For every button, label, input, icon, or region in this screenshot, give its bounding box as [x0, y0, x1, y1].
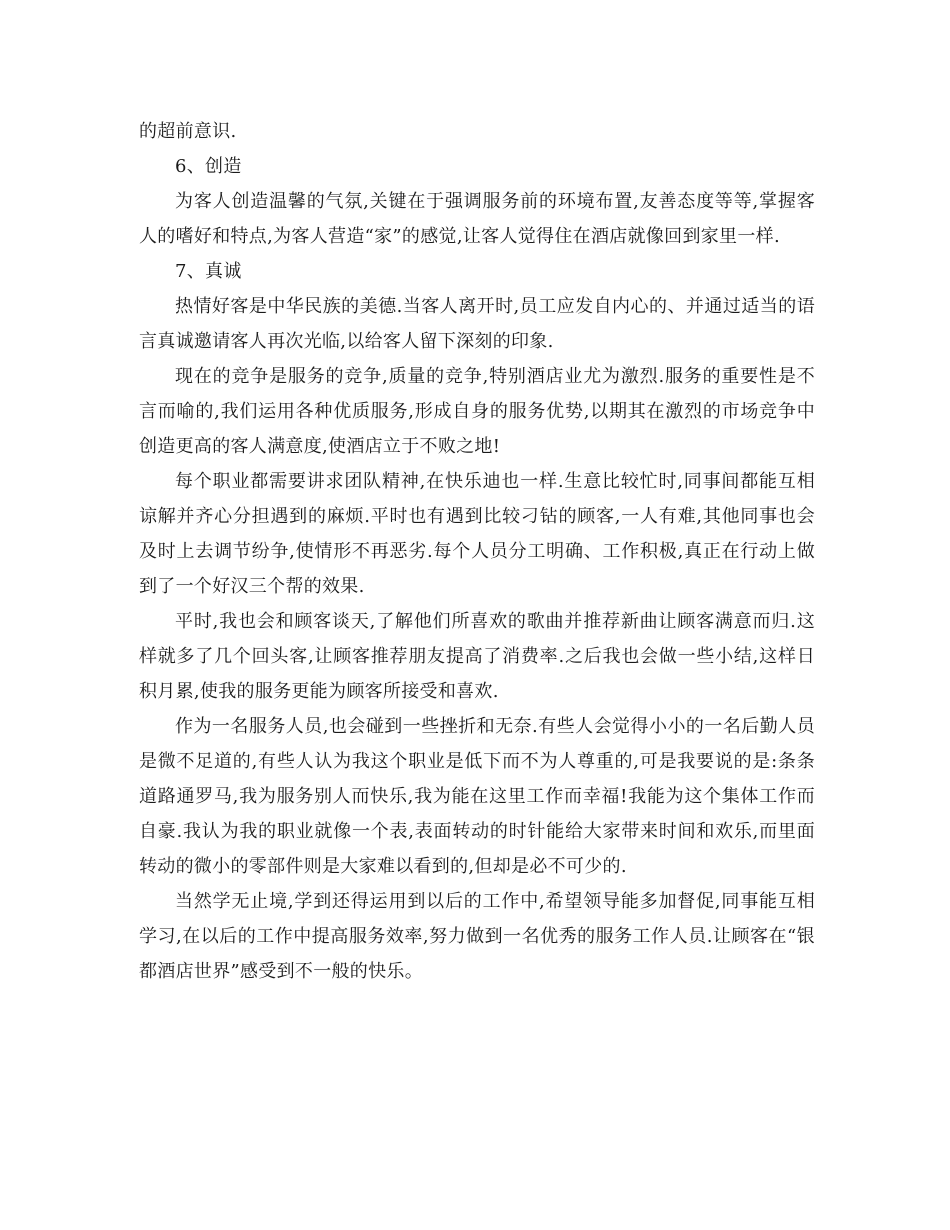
paragraph-customer-chat: 平时,我也会和顾客谈天,了解他们所喜欢的歌曲并推荐新曲让顾客满意而归.这样就多了几个回头客,让顾客推荐朋友提高了消费率.之后我也会做一些小结,这样日积月累,使我的服务更能为顾客所接受和喜欢.	[139, 611, 815, 702]
section-heading-sincerity: 7、真诚	[175, 261, 242, 282]
section-heading-create: 6、创造	[175, 156, 242, 177]
paragraph-teamwork: 每个职业都需要讲求团队精神,在快乐迪也一样.生意比较忙时,同事间都能互相谅解并齐心分担遇到的麻烦.平时也有遇到比较刁钻的顾客,一人有难,其他同事也会及时上去调节纷争,使情形不再恶劣.每个人员分工明确、工作积极,真正在行动上做到了一个好汉三个帮的效果.	[139, 471, 815, 597]
paragraph-service-pride: 作为一名服务人员,也会碰到一些挫折和无奈.有些人会觉得小小的一名后勤人员是微不足道的,有些人认为我这个职业是低下而不为人尊重的,可是我要说的是:条条道路通罗马,我为服务别人而快乐,我为能在这里工作而幸福!我能为这个集体工作而自豪.我认为我的职业就像一个表,表面转动的时针能给大家带来时间和欢乐,而里面转动的微小的零部件则是大家难以看到的,但却是必不可少的.	[139, 716, 815, 877]
paragraph-continuation: 的超前意识.	[139, 121, 237, 142]
paragraph-create: 为客人创造温馨的气氛,关键在于强调服务前的环境布置,友善态度等等,掌握客人的嗜好和特点,为客人营造“家”的感觉,让客人觉得住在酒店就像回到家里一样.	[139, 191, 815, 247]
document-body	[139, 114, 815, 989]
paragraph-sincerity: 热情好客是中华民族的美德.当客人离开时,员工应发自内心的、并通过适当的语言真诚邀请客人再次光临,以给客人留下深刻的印象.	[139, 296, 815, 352]
paragraph-competition: 现在的竞争是服务的竞争,质量的竞争,特别酒店业尤为激烈.服务的重要性是不言而喻的,我们运用各种优质服务,形成自身的服务优势,以期其在激烈的市场竞争中创造更高的客人满意度,使酒店立于不败之地!	[139, 366, 815, 457]
paragraph-conclusion: 当然学无止境,学到还得运用到以后的工作中,希望领导能多加督促,同事能互相学习,在以后的工作中提高服务效率,努力做到一名优秀的服务工作人员.让顾客在“银都酒店世界”感受到不一般的快乐。	[139, 891, 815, 982]
